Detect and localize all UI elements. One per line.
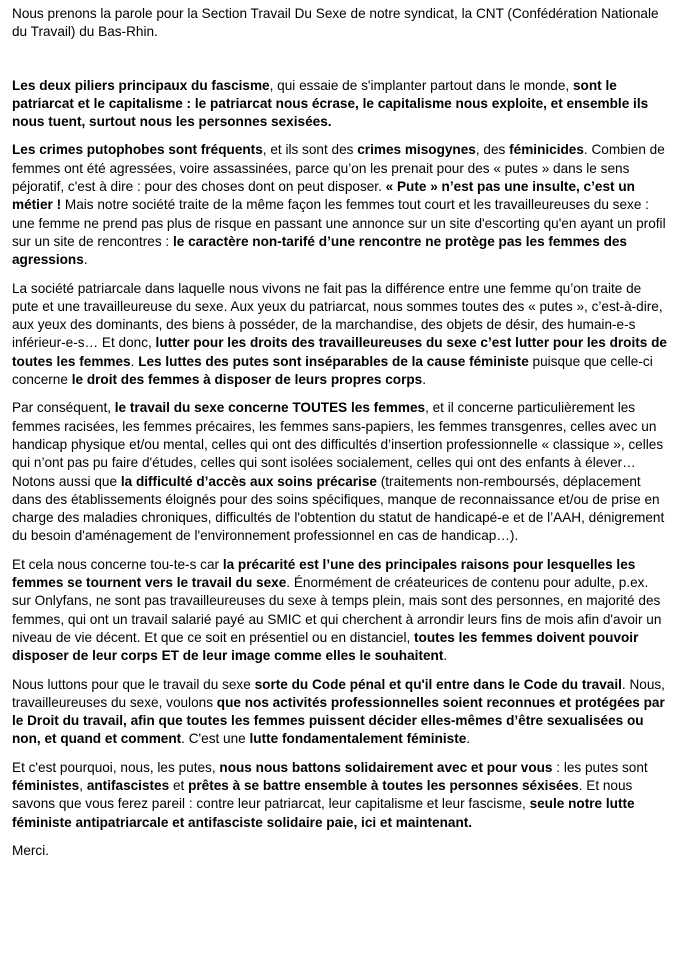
text-run: Nous luttons pour que le travail du sexe — [12, 676, 255, 692]
text-run: , des — [475, 142, 510, 158]
text-run: : les putes sont — [552, 759, 648, 775]
text-run: , et ils sont des — [262, 142, 358, 158]
paragraph-spacer — [12, 52, 668, 67]
bold-text-run: toutes les femmes doivent pouvoir disposer de leur corps ET de leur image comme elles le souhaitent — [12, 629, 639, 664]
bold-text-run: lutte fondamentalement féministe — [249, 731, 467, 747]
bold-text-run: seule notre lutte féministe antipatriarcale et antifasciste solidaire paie, ici et maintenant. — [12, 796, 635, 830]
text-run: . C'est une — [181, 731, 250, 747]
bold-text-run: antifascistes — [86, 777, 170, 793]
bold-text-run: Les luttes des putes sont inséparables de la cause féministe — [138, 353, 529, 369]
text-run: . — [466, 731, 471, 747]
paragraph-2 — [12, 77, 668, 132]
paragraph-3 — [12, 141, 668, 269]
text-run: . Et nous savons que vous ferez pareil : contre leur patriarcat, leur capitalisme et leur fascisme, — [12, 777, 633, 812]
text-run: Par conséquent, — [12, 400, 115, 416]
bold-text-run: féminicides — [509, 142, 584, 158]
text-run: . Nous, travailleureuses du sexe, voulons — [12, 676, 665, 710]
paragraph-4 — [12, 280, 668, 390]
text-run: . — [130, 353, 139, 369]
text-run: La société patriarcale dans laquelle nous vivons ne fait pas la différence entre une femme qu’on traite de pute et une travailleureuse du sexe. Aux yeux du patriarcat, nous sommes toutes des « putes », c’est-à-dire, aux yeux des dominants, des biens à posséder, de la marchandise, des objets de désir, des humain-e-s inférieur-e-s… Et donc, — [12, 280, 663, 351]
bold-text-run: Les crimes putophobes sont fréquents — [12, 142, 263, 158]
text-run: . — [83, 252, 88, 268]
bold-text-run: « Pute » n’est pas une insulte, c’est un métier ! — [12, 179, 635, 213]
text-run: puisque que celle-ci concerne — [12, 353, 653, 388]
paragraph-5 — [12, 399, 668, 545]
text-run: . Énormément de créateurices de contenu pour adulte, p.ex. sur Onlyfans, ne sont pas travailleureuses du sexe à temps plein, mais sont des personnes, en majorité des femmes, qui ont un travail salarié payé au SMIC et qui cherchent à arrondir leurs fins de mois afin d'avoir un niveau de vie décent. Et que ce soit en présentiel ou en distanciel, — [12, 575, 662, 645]
bold-text-run: Les deux piliers principaux du fascisme — [12, 77, 270, 93]
text-run: Nous prenons la parole pour la Section Travail Du Sexe de notre syndicat, la CNT (Confédération Nationale du Travail) du Bas-Rhin. — [12, 6, 659, 40]
text-run: et — [169, 777, 189, 793]
bold-text-run: lutter pour les droits des travailleureuses du sexe c’est lutter pour les droits de toutes les femmes — [12, 335, 667, 369]
bold-text-run: sont le patriarcat et le capitalisme : le patriarcat nous écrase, le capitalisme nous exploite, et ensemble ils nous tuent, surtout nous les personnes sexisées. — [12, 77, 649, 130]
text-run: . — [422, 372, 427, 388]
bold-text-run: que nos activités professionnelles soient reconnues et protégées par le Droit du travail, afin que toutes les femmes puissent décider elles-mêmes d’être sexualisées ou non, et quand et comment — [12, 694, 665, 747]
bold-text-run: le droit des femmes à disposer de leurs propres corps — [71, 372, 423, 388]
paragraph-6 — [12, 556, 668, 666]
bold-text-run: la difficulté d’accès aux soins précarise — [120, 473, 377, 489]
paragraph-8 — [12, 759, 668, 832]
text-run: Et c'est pourquoi, nous, les putes, — [12, 759, 220, 775]
bold-text-run: crimes misogynes — [357, 142, 476, 158]
text-run: Et cela nous concerne tou-te-s car — [12, 556, 223, 572]
text-run: (traitements non-remboursés, déplacement dans des établissements éloignés pour des soins spécifiques, manque de reconnaissance et/ou de prise en charge des maladies chroniques, difficultés de l'obtention du statut de handicapé-e et de l’AAH, dénigrement du besoin d'aménagement de l'environnement professionnel en cas de handicap…). — [12, 473, 665, 544]
paragraph-7 — [12, 676, 668, 749]
text-run: Merci. — [12, 842, 50, 858]
bold-text-run: féministes — [12, 777, 80, 793]
bold-text-run: le caractère non-tarifé d’une rencontre ne protège pas les femmes des agressions — [12, 233, 627, 268]
bold-text-run: le travail du sexe concerne TOUTES les femmes — [114, 400, 426, 416]
text-run: . — [443, 648, 448, 664]
text-run: , qui essaie de s'implanter partout dans le monde, — [269, 77, 573, 93]
text-run: , et il concerne particulièrement les femmes racisées, les femmes précaires, les femmes sans-papiers, les femmes transgenres, celles avec un handicap physique et/ou mental, celles qui ont des difficultés d’insertion professionnelle « classique », celles qui n’ont pas pu faire d'études, celles qui sont isolées socialement, celles qui ont des enfants à élever… Notons aussi que — [12, 400, 664, 489]
paragraph-9 — [12, 842, 668, 860]
paragraph-0 — [12, 5, 668, 42]
bold-text-run: la précarité est l’une des principales raisons pour lesquelles les femmes se tournent vers le travail du sexe — [12, 556, 636, 591]
bold-text-run: nous nous battons solidairement avec et pour vous — [219, 759, 553, 775]
text-run: . Combien de femmes ont été agressées, voire assassinées, parce qu’on les prenait pour des « putes » dans le sens péjoratif, c'est à dire : pour des choses dont on peut disposer. — [12, 142, 665, 195]
bold-text-run: prêtes à se battre ensemble à toutes les personnes séxisées — [188, 777, 579, 793]
text-run: , — [79, 777, 87, 793]
bold-text-run: sorte du Code pénal et qu'il entre dans le Code du travail — [254, 676, 622, 692]
text-run: Mais notre société traite de la même façon les femmes tout court et les travailleureuses du sexe : une femme ne prend pas plus de risque en passant une annonce sur un site d'escorting qu'en ayant un profil sur un site de rencontres : — [12, 197, 666, 249]
